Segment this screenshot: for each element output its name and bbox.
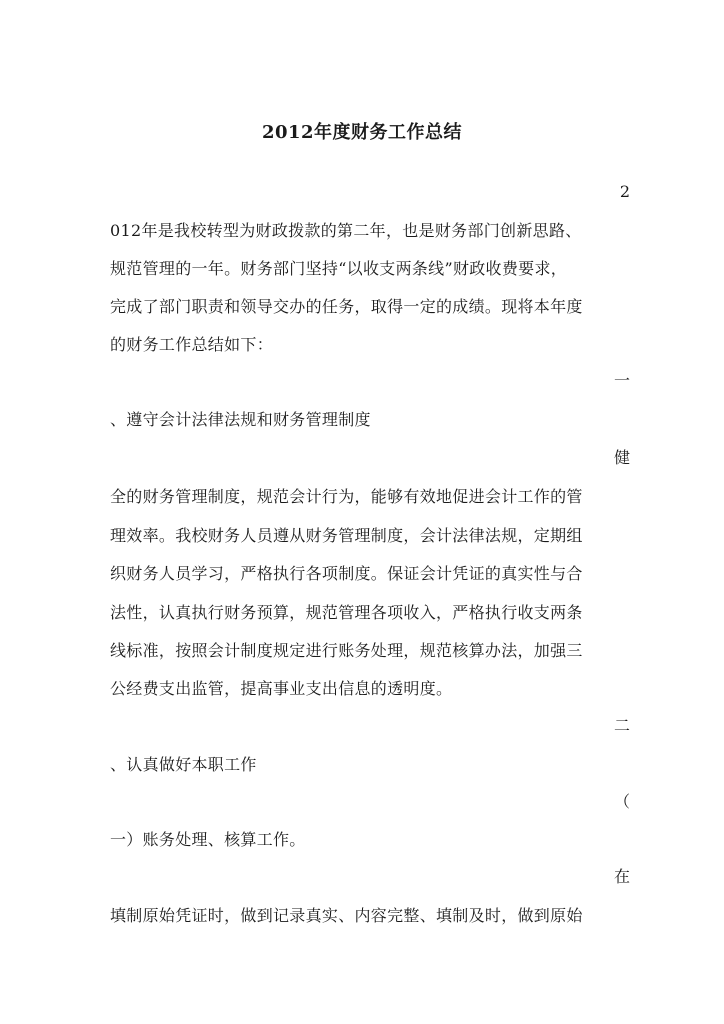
paragraph-lead-char: 健: [613, 448, 630, 467]
body-line: 公经费支出监管，提高事业支出信息的透明度。: [110, 679, 453, 698]
body-line: 012年是我校转型为财政拨款的第二年，也是财务部门创新思路、: [110, 221, 582, 240]
paragraph-lead-char: 2: [619, 182, 630, 201]
body-line: 法性，认真执行财务预算，规范管理各项收入，严格执行收支两条: [110, 603, 583, 622]
body-line: 的财务工作总结如下：: [110, 335, 274, 354]
body-line: 理效率。我校财务人员遵从财务管理制度，会计法律法规，定期组: [110, 526, 583, 545]
body-line: 织财务人员学习，严格执行各项制度。保证会计凭证的真实性与合: [110, 564, 583, 583]
subsection-heading: 一）账务处理、核算工作。: [110, 830, 306, 849]
section-number: 一: [613, 371, 630, 390]
section-number: 二: [613, 716, 630, 735]
body-line: 规范管理的一年。财务部门坚持“以收支两条线”财政收费要求，: [110, 259, 568, 278]
body-line: 线标准，按照会计制度规定进行账务处理，规范核算办法，加强三: [110, 641, 583, 660]
section-heading: 、遵守会计法律法规和财务管理制度: [110, 410, 371, 429]
paragraph-lead-char: （: [613, 792, 630, 811]
body-line: 填制原始凭证时，做到记录真实、内容完整、填制及时，做到原始: [110, 906, 583, 925]
paragraph-lead-char: 在: [613, 867, 630, 886]
body-line: 全的财务管理制度，规范会计行为，能够有效地促进会计工作的管: [110, 487, 583, 506]
section-heading: 、认真做好本职工作: [110, 755, 257, 774]
body-line: 完成了部门职责和领导交办的任务，取得一定的成绩。现将本年度: [110, 297, 583, 316]
document-title: 2012年度财务工作总结: [261, 122, 463, 143]
